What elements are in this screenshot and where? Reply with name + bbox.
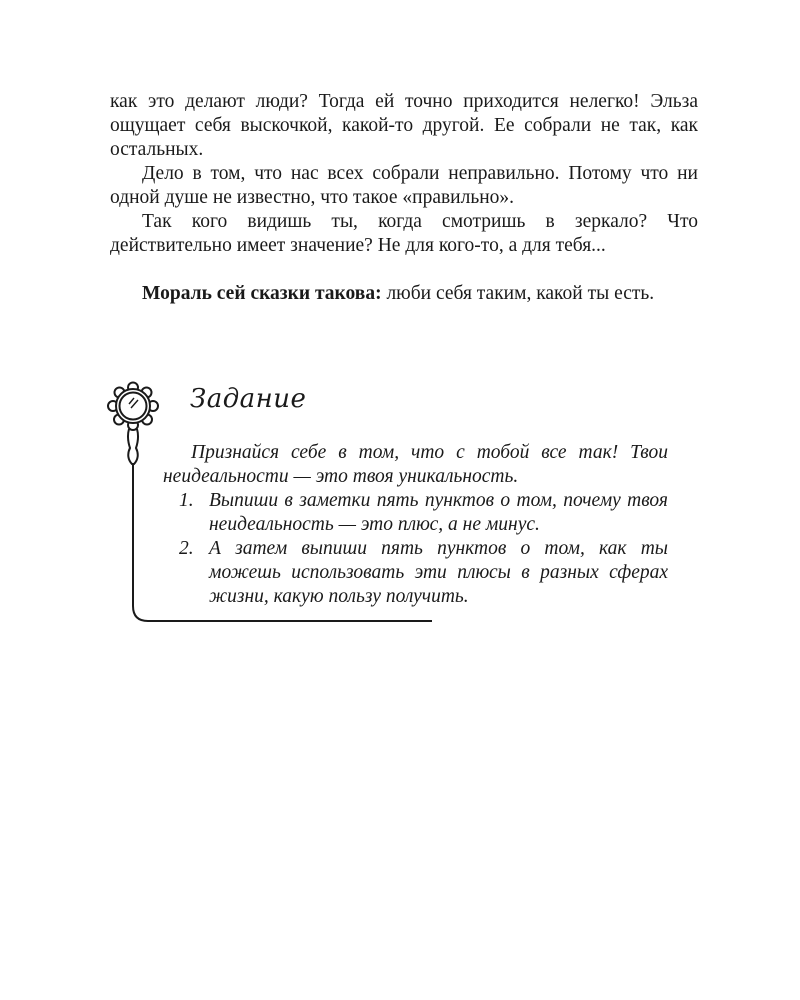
task-list (163, 489, 668, 609)
list-item-number: 1. (179, 490, 194, 511)
task-body (163, 441, 668, 609)
moral-label: Мораль сей сказки такова: (142, 283, 382, 304)
list-item (163, 537, 668, 609)
paragraph: как это делают люди? Тогда ей точно приходится нелегко! Эльза ощущает себя выскочкой, какой-то другой. Ее собрали не так, как остальных. (110, 91, 698, 160)
list-item-text: Выпиши в заметки пять пунктов о том, почему твоя неидеальность — это плюс, а не минус. (209, 490, 668, 535)
paragraph: Так кого видишь ты, когда смотришь в зеркало? Что действительно имеет значение? Не для кого-то, а для тебя... (110, 211, 698, 256)
story-text (110, 90, 698, 306)
task-title: Задание (190, 384, 307, 414)
task-intro: Признайся себе в том, что с тобой все так! Твои неидеальности — это твоя уникальность. (163, 442, 668, 487)
moral-paragraph (110, 282, 698, 306)
moral-text: люби себя таким, какой ты есть. (381, 283, 655, 304)
list-item-number: 2. (179, 538, 194, 559)
list-item (163, 489, 668, 537)
paragraph: Дело в том, что нас всех собрали неправильно. Потому что ни одной душе не известно, что такое «правильно». (110, 163, 698, 208)
list-item-text: А затем выпиши пять пунктов о том, как ты можешь использовать эти плюсы в разных сферах жизни, какую пользу получить. (209, 538, 668, 607)
